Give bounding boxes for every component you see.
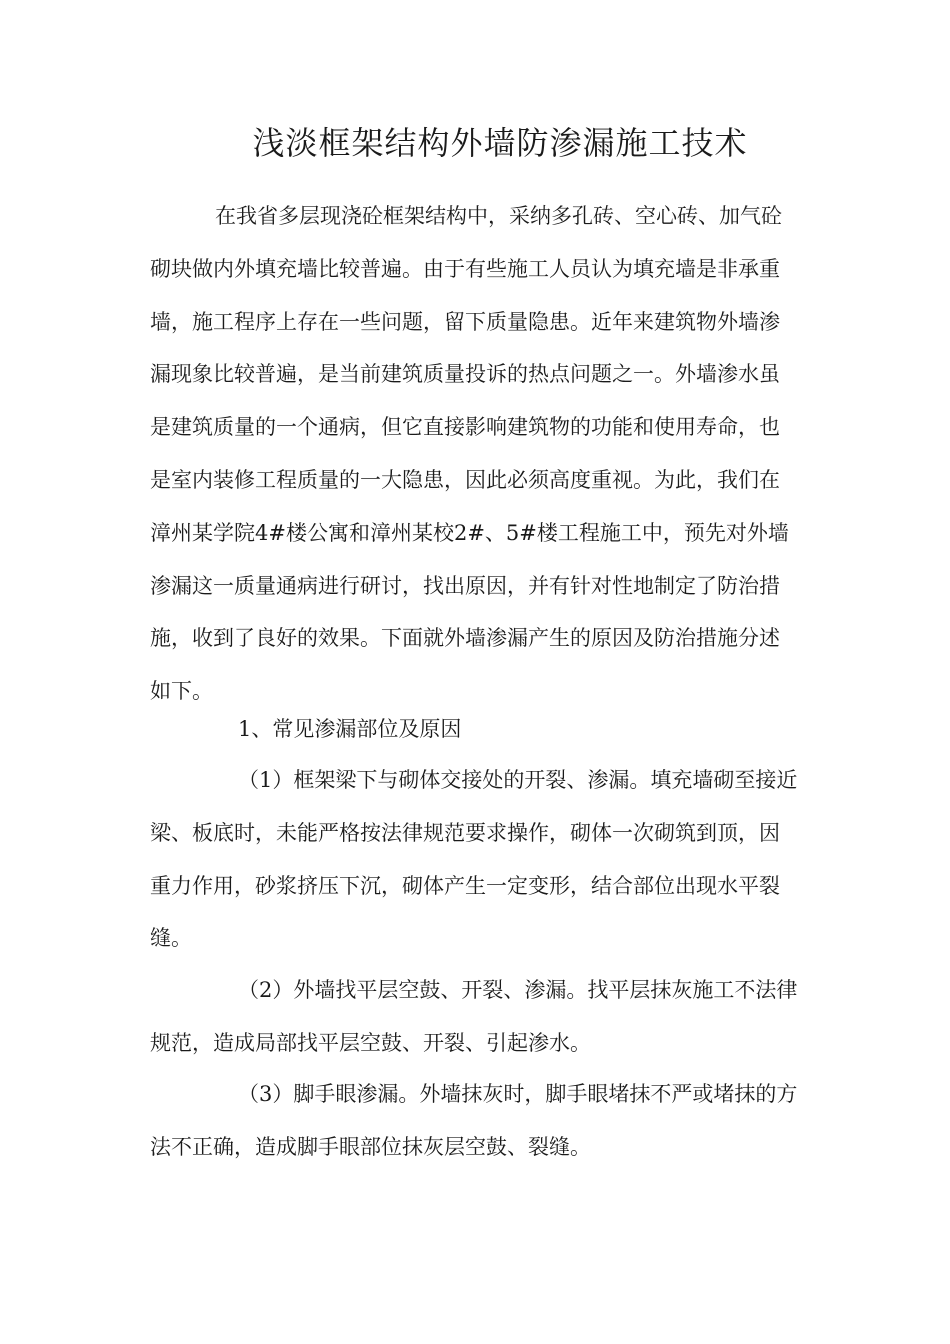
cause-paragraph-1: （1）框架梁下与砌体交接处的开裂、渗漏。填充墙砌至接近梁、板底时，未能严格按法律规范要求操作，砌体一次砌筑到顶，因重力作用，砂浆挤压下沉，砌体产生一定变形，结合部位出现水平裂缝。 — [150, 768, 798, 951]
document-title: 浅淡框架结构外墙防渗漏施工技术 — [252, 124, 748, 162]
section-heading: 1、常见渗漏部位及原因 — [238, 717, 462, 741]
cause-paragraph-2: （2）外墙找平层空鼓、开裂、渗漏。找平层抹灰施工不法律规范，造成局部找平层空鼓、开裂、引起渗水。 — [150, 978, 798, 1055]
intro-paragraph: 在我省多层现浇砼框架结构中，采纳多孔砖、空心砖、加气砼砌块做内外填充墙比较普遍。由于有些施工人员认为填充墙是非承重墙，施工程序上存在一些问题，留下质量隐患。近年来建筑物外墙渗漏现象比较普遍，是当前建筑质量投诉的热点问题之一。外墙渗水虽是建筑质量的一个通病，但它直接影响建筑物的功能和使用寿命，也是室内装修工程质量的一大隐患，因此必须高度重视。为此，我们在漳州某学院4#楼公寓和漳州某校2#、5#楼工程施工中，预先对外墙渗漏这一质量通病进行研讨，找出原因，并有针对性地制定了防治措施，收到了良好的效果。下面就外墙渗漏产生的原因及防治措施分述如下。 — [150, 204, 789, 704]
cause-paragraph-3: （3）脚手眼渗漏。外墙抹灰时，脚手眼堵抹不严或堵抹的方法不正确，造成脚手眼部位抹灰层空鼓、裂缝。 — [150, 1082, 798, 1159]
